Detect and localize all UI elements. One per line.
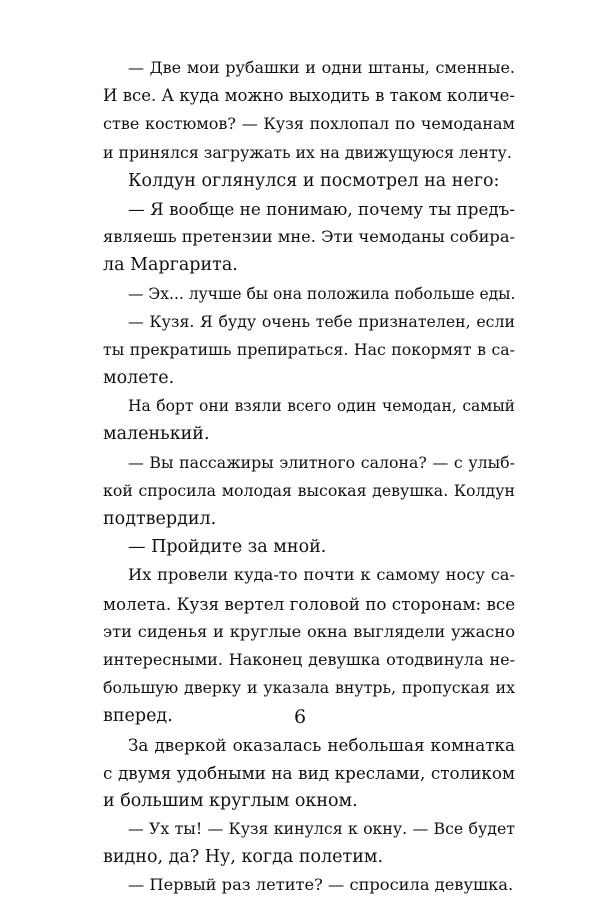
text-line: стве костюмов? — Кузя похлопал по чемоданам [103,114,515,134]
text-line: маленький. [103,424,210,445]
text-line: являешь претензии мне. Эти чемоданы собира- [103,227,516,247]
text-line: — Ух ты! — Кузя кинулся к окну. — Все будет [128,819,515,839]
text-line: — Эх... лучше бы она положила побольше еды. [128,284,516,303]
text-line: видно, да? Ну, когда полетим. [103,847,384,868]
text-line: интересными. Наконец девушка отодвинула не- [103,649,515,669]
text-line: и принялся загружать их на движущуюся ленту. [103,142,512,162]
text-line: Их провели куда-то почти к самому носу са- [128,565,515,585]
text-line: и большим круглым окном. [103,790,358,811]
text-line: с двумя удобными на вид креслами, столиком [103,762,515,783]
text-line: ла Маргарита. [103,255,238,276]
text-line: — Пройдите за мной. [128,537,327,558]
text-line: большую дверку и указала внутрь, пропуская их [103,678,515,698]
text-line: — Две мои рубашки и одни штаны, сменные. [128,58,515,77]
text-line: И все. А куда можно выходить в таком количе- [103,86,515,106]
text-line: — Первый раз летите? — спросила девушка. [128,875,514,895]
page-number: 6 [293,706,307,728]
text-line: — Вы пассажиры элитного салона? — с улыб- [128,452,515,472]
body-text [103,54,515,900]
text-line: Колдун оглянулся и посмотрел на него: [128,170,500,191]
text-line: эти сиденья и круглые окна выглядели ужасно [103,621,515,641]
text-line: На борт они взяли всего один чемодан, самый [128,397,515,416]
text-line: — Я вообще не понимаю, почему ты предъ- [128,198,515,219]
text-line: подтвердил. [103,509,217,529]
text-line: — Кузя. Я буду очень тебе признателен, если [128,311,515,331]
text-line: вперед. [103,706,173,727]
text-line: молете. [103,368,175,389]
text-line: молета. Кузя вертел головой по сторонам: все [103,593,516,614]
text-line: кой спросила молодая высокая девушка. Колдун [103,480,515,500]
text-line: ты прекратишь препираться. Нас покормят в са- [103,339,515,359]
text-line: За дверкой оказалась небольшая комнатка [128,734,515,755]
